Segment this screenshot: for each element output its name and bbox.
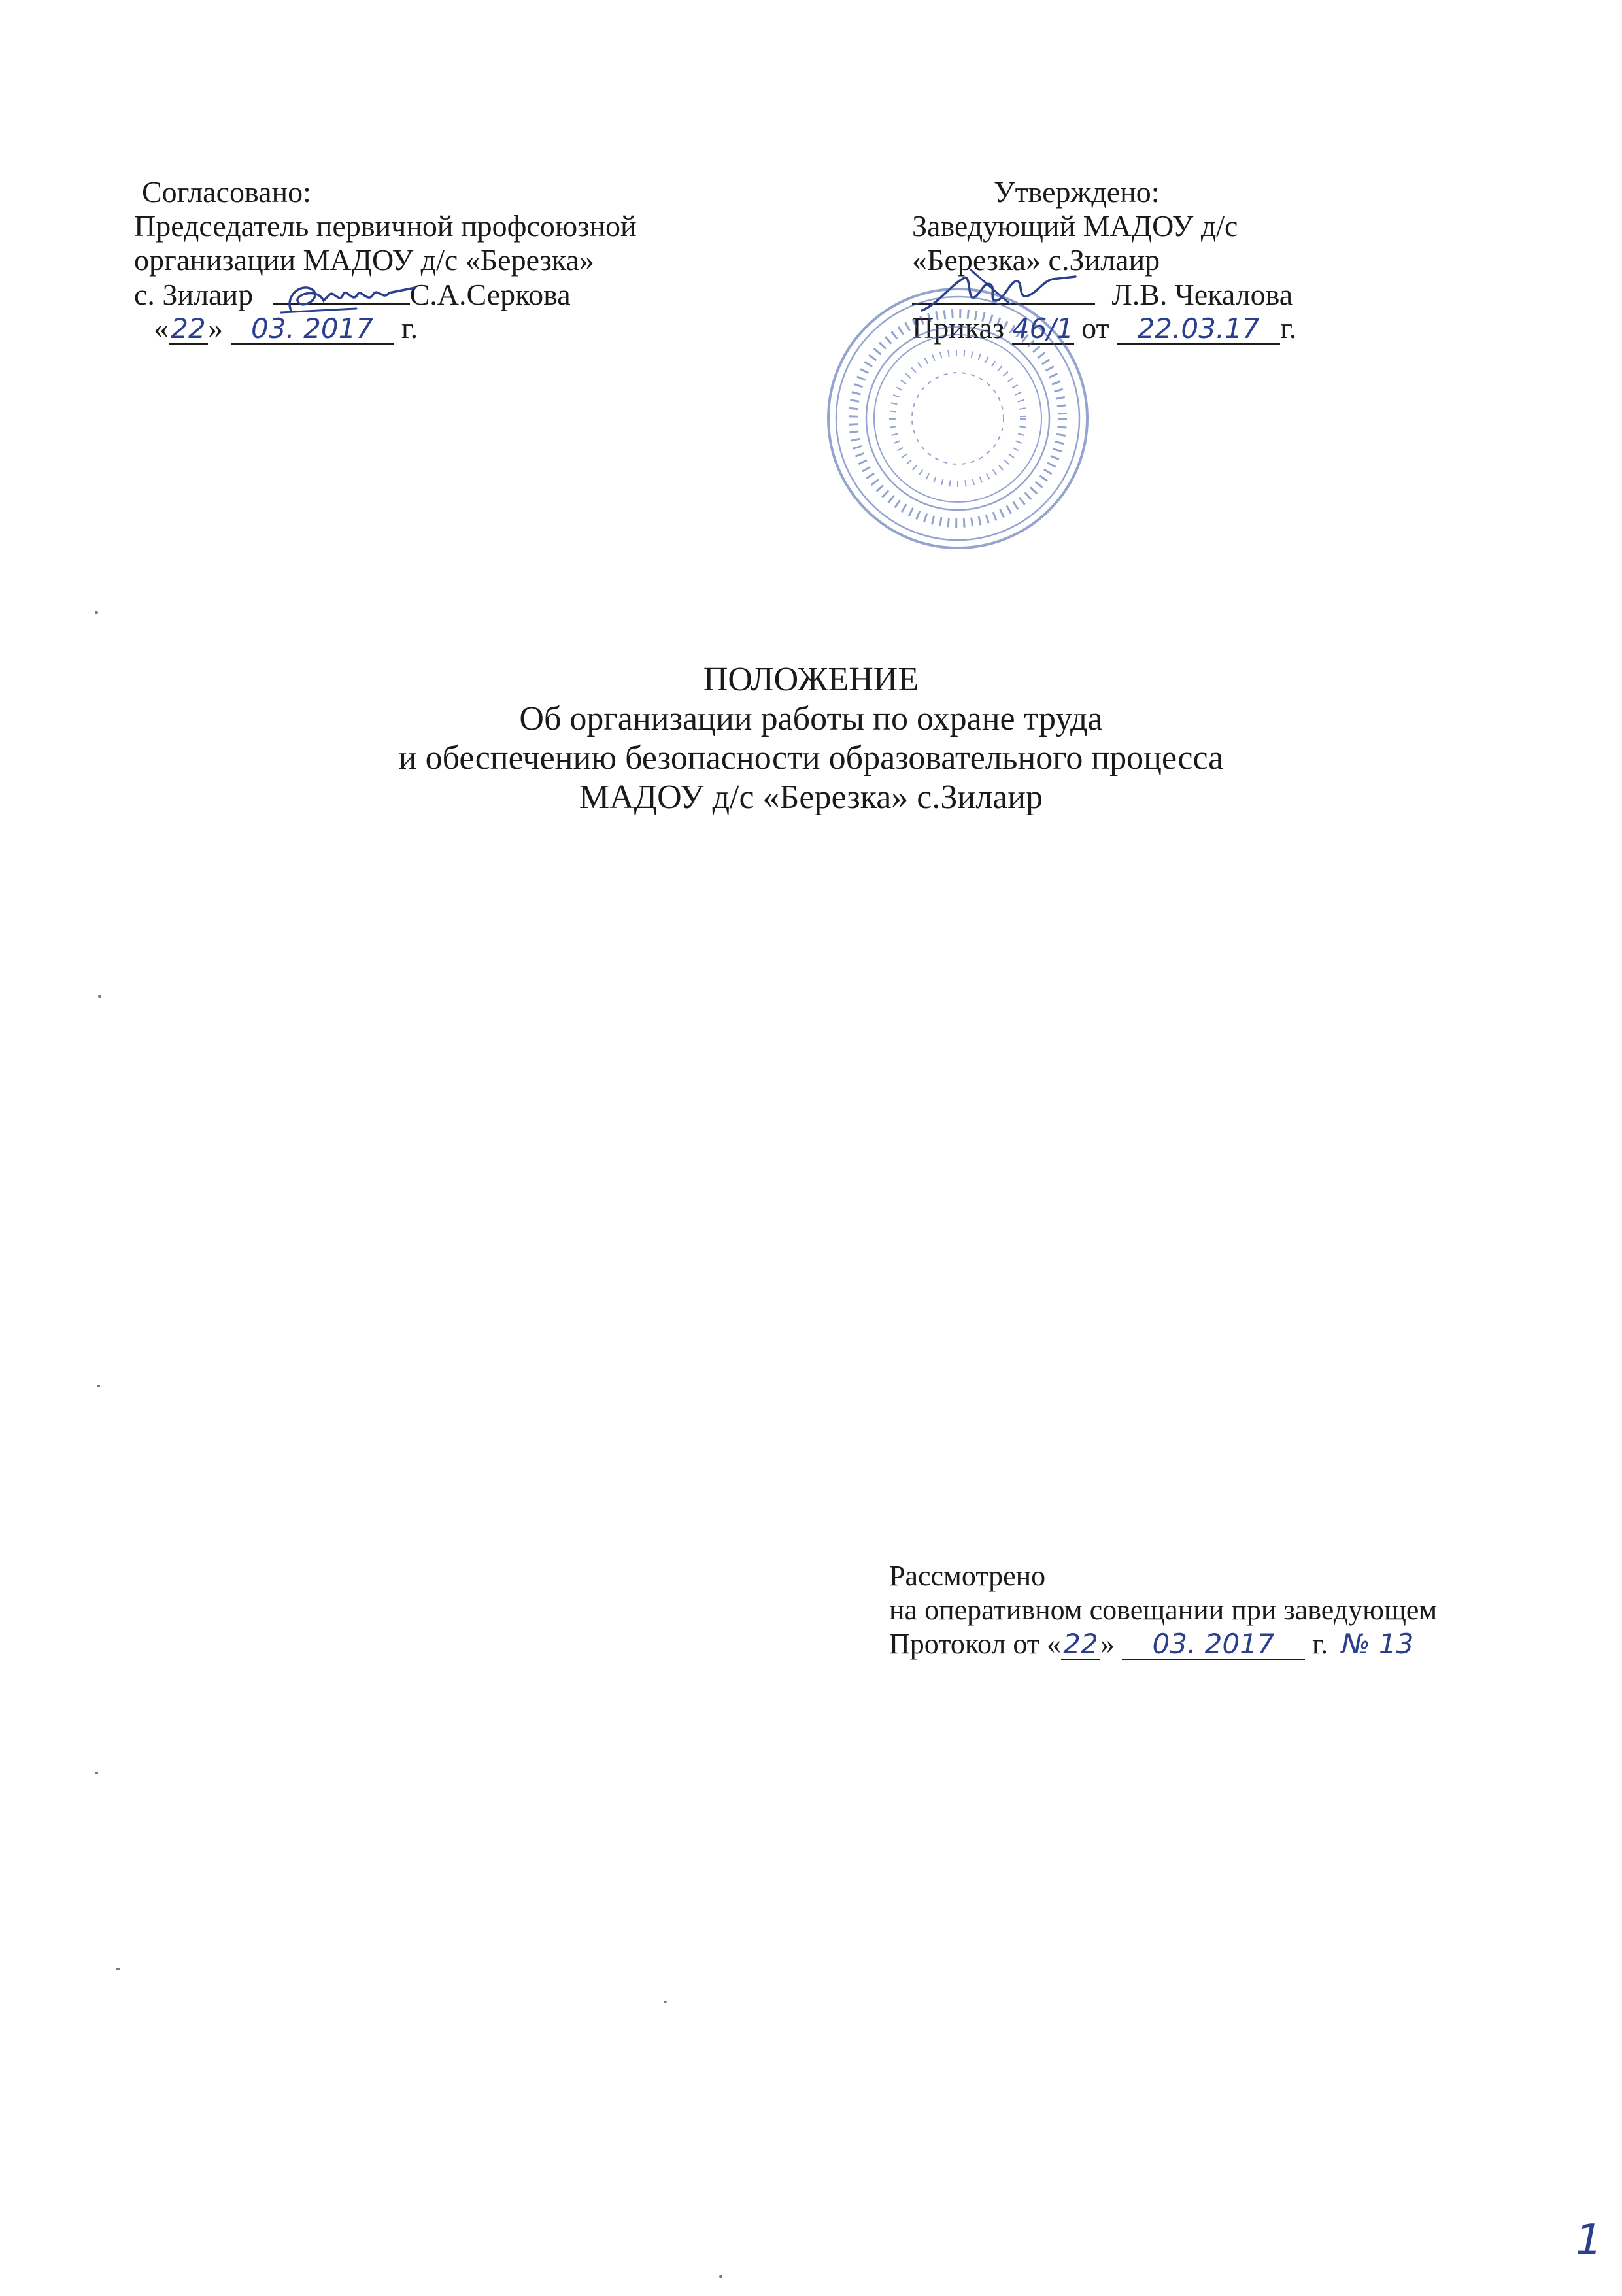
reviewed-block bbox=[889, 1559, 1437, 1661]
approved-year-suffix: г. bbox=[1280, 311, 1297, 345]
agreed-block bbox=[134, 175, 637, 345]
agreed-date-month-year: 03. 2017 bbox=[231, 314, 394, 345]
reviewed-date-month-year: 03. 2017 bbox=[1122, 1630, 1305, 1660]
agreed-line-signature bbox=[134, 277, 637, 311]
approved-heading: Утверждено: bbox=[994, 175, 1160, 209]
agreed-name: С.А.Серкова bbox=[409, 278, 571, 311]
reviewed-meeting: на оперативном совещании при заведующем bbox=[889, 1594, 1438, 1626]
title-line-position: ПОЛОЖЕНИЕ bbox=[703, 661, 919, 698]
agreed-line-chairman: Председатель первичной профсоюзной bbox=[134, 209, 637, 243]
agreed-signature-line bbox=[273, 277, 410, 305]
agreed-heading: Согласовано: bbox=[142, 175, 311, 209]
scan-speck bbox=[95, 611, 98, 614]
scan-speck bbox=[719, 2275, 722, 2278]
approved-line-signature bbox=[912, 277, 1296, 311]
approved-order-from: от bbox=[1081, 311, 1109, 345]
approved-line-order bbox=[912, 311, 1296, 345]
reviewed-year-suffix: г. bbox=[1312, 1628, 1328, 1660]
agreed-village: с. Зилаир bbox=[134, 278, 254, 311]
title-line-safety: и обеспечению безопасности образовательного процесса bbox=[398, 739, 1224, 777]
document-title bbox=[0, 660, 1622, 817]
approved-line-organization: «Березка» с.Зилаир bbox=[912, 243, 1160, 277]
scan-speck bbox=[664, 2001, 667, 2003]
agreed-year-suffix: г. bbox=[401, 311, 418, 345]
reviewed-heading: Рассмотрено bbox=[889, 1560, 1046, 1592]
agreed-line-organization: организации МАДОУ д/с «Березка» bbox=[134, 243, 594, 277]
scan-speck bbox=[95, 1772, 98, 1774]
page-number: 1 bbox=[1576, 2216, 1602, 2265]
approved-signature-line bbox=[912, 277, 1095, 305]
approved-order-date: 22.03.17 bbox=[1117, 314, 1280, 345]
scan-speck bbox=[97, 1385, 100, 1387]
title-line-subject: Об организации работы по охране труда bbox=[519, 700, 1103, 737]
approved-block bbox=[912, 175, 1296, 345]
reviewed-protocol-number: № 13 bbox=[1341, 1628, 1414, 1660]
agreed-close-quote: » bbox=[208, 311, 223, 345]
reviewed-close-quote: » bbox=[1100, 1628, 1115, 1660]
approved-line-head: Заведующий МАДОУ д/с bbox=[912, 209, 1238, 243]
agreed-open-quote: « bbox=[154, 311, 169, 345]
agreed-date-day: 22 bbox=[169, 314, 208, 345]
scan-speck bbox=[116, 1968, 120, 1970]
reviewed-protocol-line bbox=[889, 1627, 1437, 1661]
approved-name: Л.В. Чекалова bbox=[1111, 278, 1293, 311]
approved-order-label: Приказ bbox=[912, 311, 1005, 345]
agreed-line-date bbox=[134, 311, 637, 345]
scan-speck bbox=[98, 995, 101, 998]
reviewed-protocol-label: Протокол от « bbox=[889, 1628, 1062, 1660]
approved-order-number: 46/1 bbox=[1011, 312, 1074, 345]
reviewed-date-day: 22 bbox=[1061, 1630, 1100, 1660]
title-line-institution: МАДОУ д/с «Березка» с.Зилаир bbox=[579, 779, 1043, 816]
